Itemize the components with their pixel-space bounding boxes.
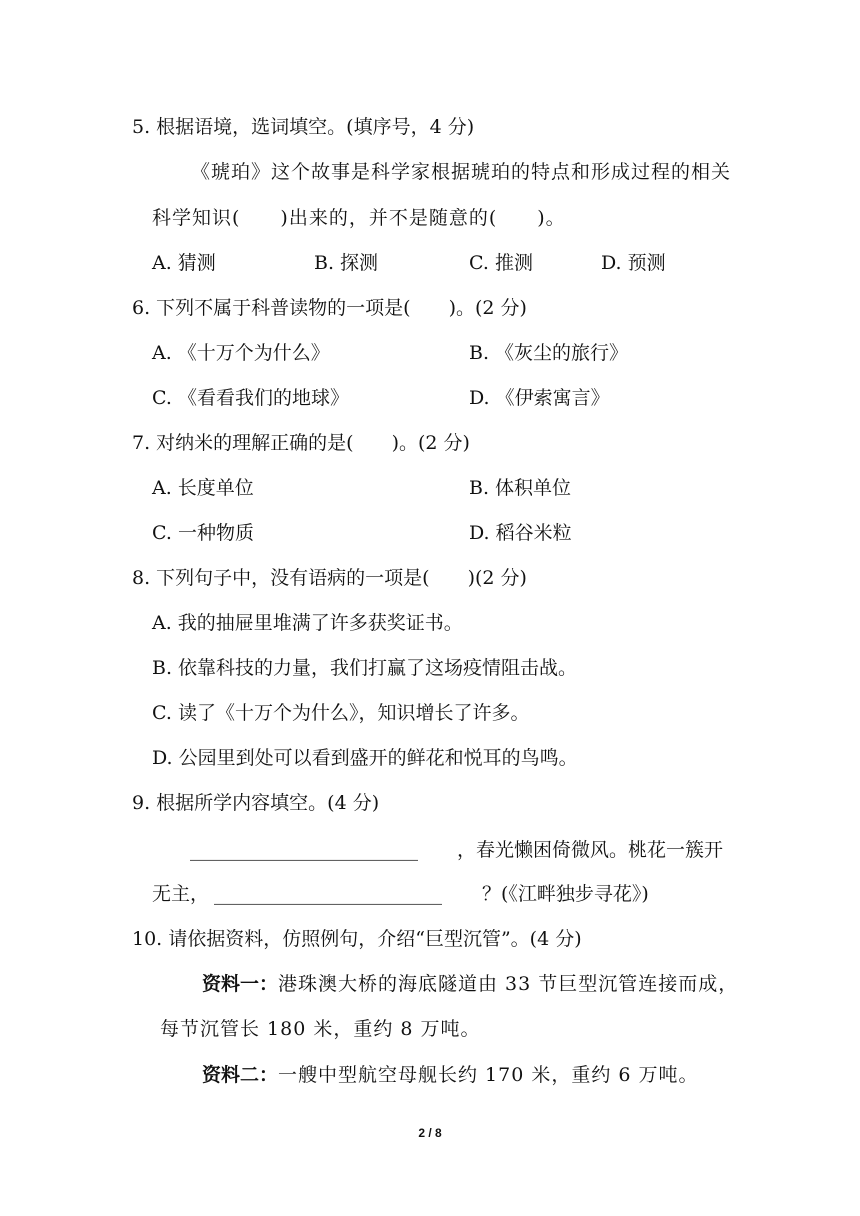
q8-option-b: B. 依靠科技的力量，我们打赢了这场疫情阻击战。 (152, 657, 578, 679)
q6-option-c: C. 《看看我们的地球》 (152, 387, 349, 409)
q5-option-a: A. 猜测 (152, 252, 216, 274)
q7-option-a: A. 长度单位 (152, 477, 254, 499)
q10-material2-line (202, 1061, 699, 1089)
q7-option-d: D. 稻谷米粒 (469, 522, 572, 544)
q5-text-line1: 《琥珀》这个故事是科学家根据琥珀的特点和形成过程的相关 (191, 161, 732, 183)
q9-line1-text: ，春光懒困倚微风。桃花一簇开 (457, 839, 724, 861)
material1-text: 港珠澳大桥的海底隧道由 33 节巨型沉管连接而成， (278, 973, 739, 995)
q8-stem: 8. 下列句子中，没有语病的一项是( )(2 分) (132, 567, 527, 589)
material2-label: 资料二： (202, 1064, 279, 1086)
page-number: 2 / 8 (418, 1126, 442, 1140)
q5-text-line2: 科学知识( )出来的，并不是随意的( )。 (152, 207, 566, 229)
q9-blank-1[interactable]: ________________________ (190, 839, 418, 861)
q9-stem: 9. 根据所学内容填空。(4 分) (132, 792, 380, 814)
material1-label: 资料一： (202, 973, 279, 995)
q10-material1-line2: 每节沉管长 180 米，重约 8 万吨。 (160, 1018, 481, 1040)
q10-material1-line1 (202, 970, 738, 998)
q10-stem: 10. 请依据资料，仿照例句，介绍“巨型沉管”。(4 分) (132, 928, 582, 950)
q6-option-a: A. 《十万个为什么》 (152, 342, 330, 364)
q9-line2-prefix: 无主， (152, 883, 210, 905)
q7-option-b: B. 体积单位 (469, 477, 572, 499)
q6-option-b: B. 《灰尘的旅行》 (469, 342, 629, 364)
q8-option-d: D. 公园里到处可以看到盛开的鲜花和悦耳的鸟鸣。 (152, 747, 578, 769)
material2-text: 一艘中型航空母舰长约 170 米，重约 6 万吨。 (278, 1064, 699, 1086)
q7-stem: 7. 对纳米的理解正确的是( )。(2 分) (132, 432, 470, 454)
q6-option-d: D. 《伊索寓言》 (469, 387, 610, 409)
q5-stem: 5. 根据语境，选词填空。(填序号，4 分) (132, 116, 475, 138)
q6-stem: 6. 下列不属于科普读物的一项是( )。(2 分) (132, 297, 527, 319)
q8-option-a: A. 我的抽屉里堆满了许多获奖证书。 (152, 612, 463, 634)
q7-option-c: C. 一种物质 (152, 522, 254, 544)
q5-option-d: D. 预测 (601, 252, 666, 274)
q5-option-b: B. 探测 (314, 252, 379, 274)
q5-option-c: C. 推测 (469, 252, 533, 274)
q9-line2-suffix: ？(《江畔独步寻花》) (482, 883, 649, 905)
q8-option-c: C. 读了《十万个为什么》，知识增长了许多。 (152, 702, 530, 724)
q9-blank-2[interactable]: ________________________ (214, 883, 442, 905)
